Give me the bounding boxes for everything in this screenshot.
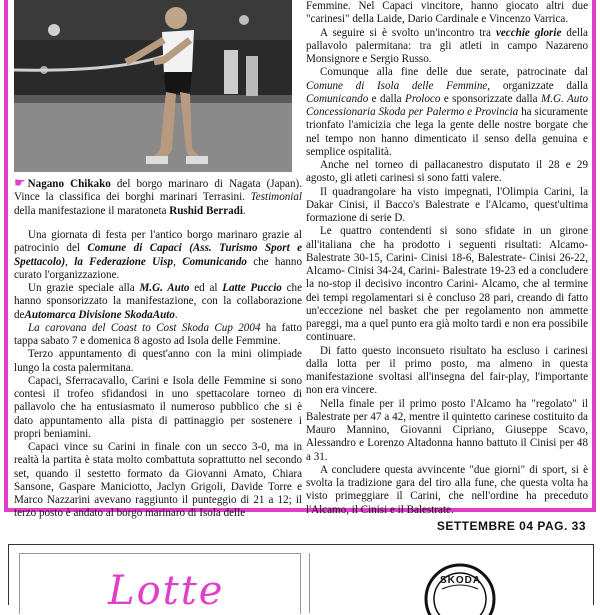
left-paragraph-4: Terzo appuntamento di quest'anno con la mini olimpiade lungo la costa palermitana. [14, 348, 302, 374]
caption-end: . [242, 204, 246, 217]
left-paragraph-3 [14, 322, 302, 349]
caption-text: del borgo marinaro di Nagata (Japan). Vince la classifica dei borghi marinari Terrasini. [14, 178, 302, 204]
r2-end: della pallavolo palermitana: tra gli atleti in campo Nazareno Monsignore e Sergio Russo. [306, 26, 588, 65]
p2-mid: che hanno sponsorizzato la manifestazione, con la collaborazione de [14, 282, 303, 321]
rope-pull-athlete-photo-icon [14, 0, 292, 172]
right-paragraph-2 [306, 27, 588, 67]
r3-g: e sponsorizzate dalla [440, 92, 541, 105]
p1-text: Una giornata di festa per l'antico borgo marinaro grazie al patrocinio del [14, 229, 302, 255]
right-paragraph-5: Il quadrangolare ha visto impegnati, l'Olimpia Carini, la Dakar Cinisi, il Bacco's Balestrate e l'Alcamo, quest'ultima formazione di serie D. [306, 185, 588, 224]
skoda-logo-icon [420, 559, 500, 615]
left-paragraph-1 [14, 229, 302, 282]
p2-latte: Latte Puccio [222, 282, 282, 294]
page-border-right [592, 0, 596, 512]
p3-text: ha fatto tappa sabato 7 e domenica 8 agosto ad Isola delle Femmine. [14, 321, 302, 347]
p1-comunicando: Comunicando [182, 255, 247, 268]
caption-name: Nagano Chikako [27, 178, 111, 190]
p1-end: che hanno curato l'organizzazione. [14, 255, 303, 281]
p1-uisp: la Federazione Uisp [74, 255, 174, 268]
ad-skoda [309, 553, 586, 613]
ad-banner [8, 544, 594, 614]
r2-text: A seguire si è svolto un'incontro tra [320, 26, 496, 39]
article-photo [14, 0, 292, 172]
p3-carovana: La carovana del Coast to Cost Skoda Cup 2004 [28, 321, 261, 334]
p1-sep1: , [65, 255, 75, 268]
page-border-left [4, 0, 8, 512]
photo-caption [14, 177, 302, 218]
r3-a: Comunque alla fine delle due serate, patrocinate dal [320, 66, 588, 79]
left-column [14, 229, 302, 521]
right-paragraph-4: Anche nel torneo di pallacanestro disputato il 28 e 29 agosto, gli atleti carinesi si sono fatti valere. [306, 159, 588, 185]
r3-b: Comune di Isola delle Femmine [306, 79, 488, 92]
caption-testimonial-text: della manifestazione il maratoneta [14, 204, 170, 217]
r3-f: Proloco [405, 92, 441, 105]
right-column [306, 0, 588, 517]
latte-logo: Lotte [108, 568, 225, 614]
p1-sep2: , [173, 255, 183, 268]
skoda-logo-text: SKODA [440, 575, 482, 586]
right-paragraph-9: A concludere questa avvincente "due giorni" di sport, si è svolta la tradizione gara del tiro alla fune, che questa volta ha visto primeggiare il Carini, che nell'ordine ha preceduto l'Alcamo, il Cinisi e il Balestrate. [306, 463, 588, 516]
r3-c: , organizzate dalla [487, 79, 588, 92]
p2-sep: ed al [189, 282, 223, 294]
r2-glorie: vecchie glorie [495, 26, 562, 39]
right-paragraph-7: Di fatto questo inconsueto risultato ha escluso i carinesi dalla lotta per il primo posto, ma almeno in questa manifestazione svoltasi all'insegna del fair-play, l'importante non era vincere. [306, 344, 588, 397]
p2-end: . [174, 308, 178, 321]
r3-d: Comunicando [306, 92, 369, 105]
right-paragraph-3 [306, 66, 588, 159]
page-footer: SETTEMBRE 04 PAG. 33 [436, 519, 586, 533]
caption-testimonial-label: Testimonial [250, 191, 302, 204]
left-paragraph-5: Capaci, Sferracavallo, Carini e Isola delle Femmine si sono contesi il trofeo sfidandosi in uno spettacolare torneo di pallavolo che ha entusiasmato il numeroso pubblico che si è dato appuntamento alla pista di pattinaggio per sostenere i propri beniamini. [14, 374, 302, 440]
right-paragraph-6: Le quattro contendenti si sono sfidate in un girone all'italiana che ha prodotto i seguenti risultati: Alcamo-Balestrate 30-15, Carini- Cinisi 18-6, Balestrate- Cinisi 26-22, Alcamo- Cinisi 34-24, Carini- Balestrate 19-23 ed a concludere la no-stop il decisivo incontro Carini- Alcamo, che al termine dei tempi regolamentari si è concluso 28 pari, creando di fatto un'eccezione nel basket che per regolamento non ammette pareggi, ma a quel punto era già molto tardi e non era possibile continuare. [306, 225, 588, 344]
pointing-hand-icon: ☛ [14, 176, 26, 191]
p1-comune: Comune di Capaci (Ass. Turismo Sport e Spettacolo) [14, 242, 302, 268]
p2-automarca: Automarca Divisione SkodaAuto [24, 308, 175, 321]
r3-h: M.G. Auto Concessionaria Skoda per Palermo e Provincia [306, 92, 588, 118]
p2-mgauto: M.G. Auto [139, 282, 190, 294]
p2-text: Un grazie speciale alla [28, 282, 140, 294]
left-paragraph-6: Capaci vince su Carini in finale con un secco 3-0, ma in realtà la partita è stata molto combattuta soprattutto nel secondo set, quando il sestetto formato da Giovanni Amato, Chiara Sansone, Gaspare Maniciotto, Jaclyn Grigoli, Davide Torre e Marco Nazzarini avevano raggiunto il punteggio di 21 a 12; il terzo posto è andato al borgo marinaro di Isola delle [14, 441, 302, 520]
r3-e: e dalla [368, 92, 406, 105]
right-paragraph-8: Nella finale per il primo posto l'Alcamo ha "regolato" il Balestrate per 47 a 42, mentre il quintetto carinese costituito da Mauro Mannino, Giovanni Cipriano, Giuseppe Scavo, Alessandro e Lorenzo Altadonna hanno battuto il Cinisi per 48 a 31. [306, 397, 588, 463]
right-paragraph-1: Femmine. Nel Capaci vincitore, hanno giocato altri due "carinesi" della Laide, Dario Cardinale e Vincenzo Varrica. [306, 0, 588, 26]
r3-i: ha sicuramente trionfato l'amicizia che lega la gente delle nostre borgate che nel tempo non hanno dimenticato il senso della genuina e semplice ospitalità. [306, 106, 588, 158]
caption-runner: Rushid Berradi [169, 204, 243, 217]
ad-latte [19, 553, 301, 614]
left-paragraph-2 [14, 282, 302, 322]
